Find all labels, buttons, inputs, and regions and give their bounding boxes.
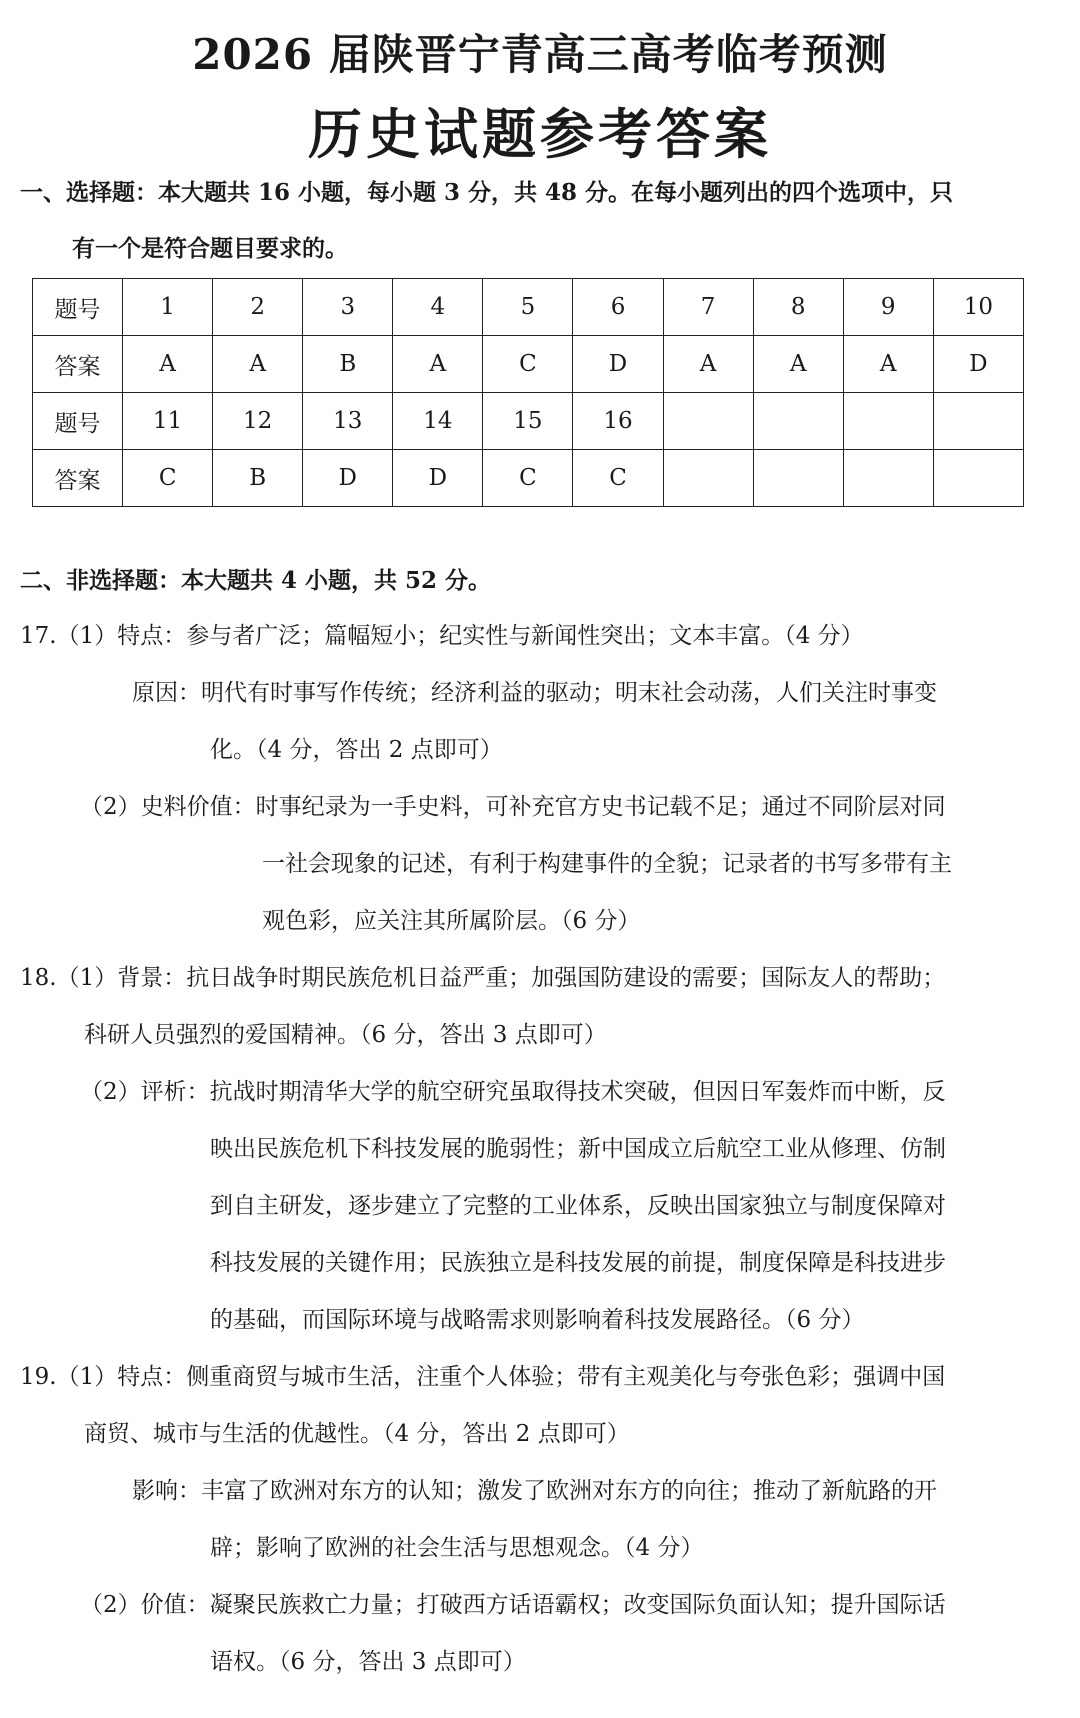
answer-table-cell: C bbox=[573, 450, 663, 507]
answer-table-cell: 14 bbox=[393, 393, 483, 450]
answer-table-cell: C bbox=[483, 336, 573, 393]
answer-table-cell: 3 bbox=[303, 279, 393, 336]
answer-table-cell bbox=[933, 450, 1023, 507]
q19-line4: 辟；影响了欧洲的社会生活与思想观念。（4 分） bbox=[210, 1535, 704, 1561]
q17-line1: 17.（1）特点：参与者广泛；篇幅短小；纪实性与新闻性突出；文本丰富。（4 分） bbox=[20, 623, 864, 649]
answer-table-cell: 15 bbox=[483, 393, 573, 450]
answer-table-cell: D bbox=[303, 450, 393, 507]
answer-table-cell: B bbox=[213, 450, 303, 507]
answer-table-cell: 11 bbox=[123, 393, 213, 450]
answer-table-row bbox=[33, 336, 1024, 393]
answer-table-cell: A bbox=[213, 336, 303, 393]
q19-line2: 商贸、城市与生活的优越性。（4 分，答出 2 点即可） bbox=[84, 1421, 630, 1447]
q18-line7: 的基础，而国际环境与战略需求则影响着科技发展路径。（6 分） bbox=[210, 1307, 865, 1333]
title-line2: 历史试题参考答案 bbox=[308, 102, 772, 166]
answer-table-cell bbox=[663, 450, 753, 507]
answer-table-row-header: 题号 bbox=[33, 279, 123, 336]
q18-line2: 科研人员强烈的爱国精神。（6 分，答出 3 点即可） bbox=[84, 1022, 607, 1048]
q19-line3: 影响：丰富了欧洲对东方的认知；激发了欧洲对东方的向往；推动了新航路的开 bbox=[132, 1478, 937, 1504]
answer-table-cell bbox=[843, 450, 933, 507]
answer-table-cell: A bbox=[753, 336, 843, 393]
answer-table-cell: 12 bbox=[213, 393, 303, 450]
q18-line1: 18.（1）背景：抗日战争时期民族危机日益严重；加强国防建设的需要；国际友人的帮助； bbox=[20, 965, 946, 991]
answer-table-cell bbox=[663, 393, 753, 450]
answer-table-cell: B bbox=[303, 336, 393, 393]
answer-table-cell bbox=[933, 393, 1023, 450]
answer-table-cell: A bbox=[123, 336, 213, 393]
answer-table-cell: 7 bbox=[663, 279, 753, 336]
answer-table-cell: 5 bbox=[483, 279, 573, 336]
q17-line4: （2）史料价值：时事纪录为一手史料，可补充官方史书记载不足；通过不同阶层对同 bbox=[80, 794, 946, 820]
answer-table-row-header: 题号 bbox=[33, 393, 123, 450]
answer-table-cell: 4 bbox=[393, 279, 483, 336]
q18-line6: 科技发展的关键作用；民族独立是科技发展的前提，制度保障是科技进步 bbox=[210, 1250, 946, 1276]
q18-line3: （2）评析：抗战时期清华大学的航空研究虽取得技术突破，但因日军轰炸而中断，反 bbox=[80, 1079, 946, 1105]
answer-table-row bbox=[33, 279, 1024, 336]
answer-table-cell: D bbox=[573, 336, 663, 393]
answer-table-cell: 6 bbox=[573, 279, 663, 336]
answer-table-cell: A bbox=[663, 336, 753, 393]
q18-line5: 到自主研发，逐步建立了完整的工业体系，反映出国家独立与制度保障对 bbox=[210, 1193, 946, 1219]
answer-table-cell: 13 bbox=[303, 393, 393, 450]
section1-heading-line2: 有一个是符合题目要求的。 bbox=[72, 235, 348, 262]
q19-line6: 语权。（6 分，答出 3 点即可） bbox=[210, 1649, 526, 1675]
answer-table-cell: C bbox=[123, 450, 213, 507]
q19-line5: （2）价值：凝聚民族救亡力量；打破西方话语霸权；改变国际负面认知；提升国际话 bbox=[80, 1592, 946, 1618]
answer-table-cell: 2 bbox=[213, 279, 303, 336]
answer-table-cell: D bbox=[933, 336, 1023, 393]
answer-table bbox=[32, 278, 1024, 507]
answer-table-cell: A bbox=[393, 336, 483, 393]
q17-line5: 一社会现象的记述，有利于构建事件的全貌；记录者的书写多带有主 bbox=[262, 851, 952, 877]
answer-table-cell bbox=[843, 393, 933, 450]
answer-table-cell: 10 bbox=[933, 279, 1023, 336]
answer-table-cell: 1 bbox=[123, 279, 213, 336]
answer-table-row-header: 答案 bbox=[33, 450, 123, 507]
answer-table-cell: 9 bbox=[843, 279, 933, 336]
answer-table-cell: 16 bbox=[573, 393, 663, 450]
answer-table-cell: C bbox=[483, 450, 573, 507]
q19-line1: 19.（1）特点：侧重商贸与城市生活，注重个人体验；带有主观美化与夸张色彩；强调中国 bbox=[20, 1364, 946, 1390]
answer-table-row bbox=[33, 393, 1024, 450]
title-line1: 2026 届陕晋宁青高三高考临考预测 bbox=[192, 30, 888, 79]
answer-table-cell bbox=[753, 393, 843, 450]
answer-table-row-header: 答案 bbox=[33, 336, 123, 393]
answer-table-row bbox=[33, 450, 1024, 507]
q17-line2: 原因：明代有时事写作传统；经济利益的驱动；明末社会动荡，人们关注时事变 bbox=[132, 680, 937, 706]
answer-table-cell: A bbox=[843, 336, 933, 393]
section1-heading-line1: 一、选择题：本大题共 16 小题，每小题 3 分，共 48 分。在每小题列出的四个选项中，只 bbox=[20, 179, 954, 206]
answer-table-cell: 8 bbox=[753, 279, 843, 336]
q17-line3: 化。（4 分，答出 2 点即可） bbox=[210, 737, 503, 763]
answer-table-cell bbox=[753, 450, 843, 507]
q18-line4: 映出民族危机下科技发展的脆弱性；新中国成立后航空工业从修理、仿制 bbox=[210, 1136, 946, 1162]
q17-line6: 观色彩，应关注其所属阶层。（6 分） bbox=[262, 908, 641, 934]
section2-heading: 二、非选择题：本大题共 4 小题，共 52 分。 bbox=[20, 567, 492, 594]
answer-table-cell: D bbox=[393, 450, 483, 507]
